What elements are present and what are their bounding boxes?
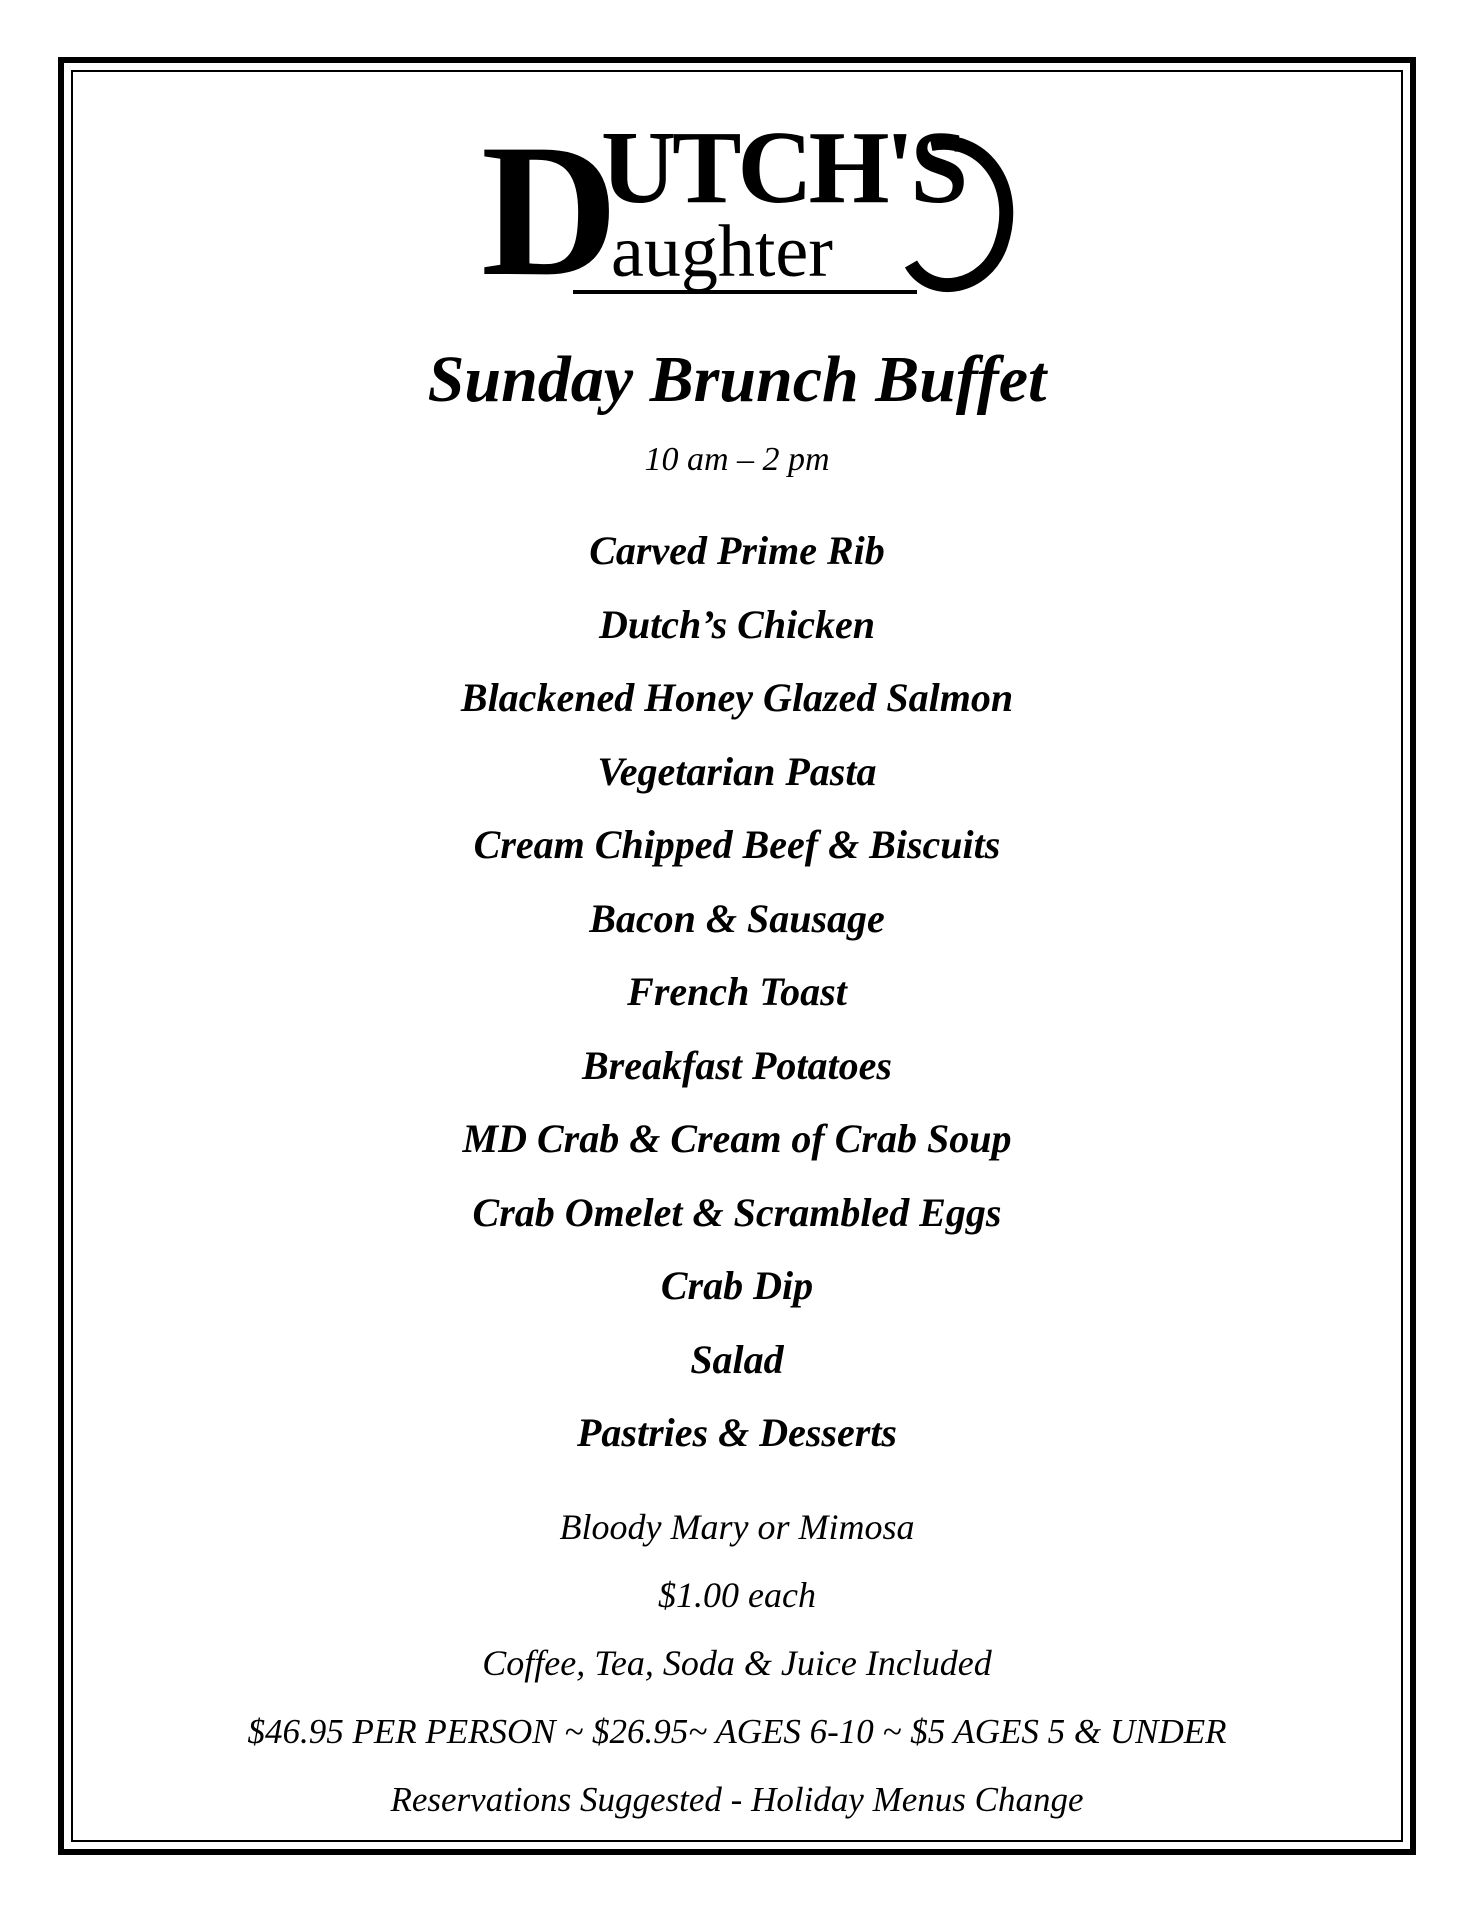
menu-item: Crab Omelet & Scrambled Eggs bbox=[472, 1189, 1002, 1235]
extras-section bbox=[71, 1493, 1403, 1697]
menu-item: Breakfast Potatoes bbox=[582, 1042, 892, 1088]
reservation-note: Reservations Suggested - Holiday Menus Change bbox=[390, 1780, 1084, 1819]
drink-offer: Bloody Mary or Mimosa bbox=[559, 1507, 915, 1547]
logo-top-word: UTCH'S bbox=[601, 110, 965, 225]
pricing-line: $46.95 PER PERSON ~ $26.95~ AGES 6-10 ~ $5 AGES 5 & UNDER bbox=[247, 1712, 1227, 1751]
menu-item: Pastries & Desserts bbox=[577, 1410, 897, 1455]
menu-item: Crab Dip bbox=[660, 1263, 814, 1308]
menu-item: Bacon & Sausage bbox=[589, 895, 885, 941]
brunch-hours: 10 am – 2 pm bbox=[644, 441, 830, 478]
dutchs-daughter-logo bbox=[461, 94, 1045, 324]
menu-item: Carved Prime Rib bbox=[589, 528, 885, 573]
menu-item: Salad bbox=[690, 1336, 784, 1382]
logo-initial: D bbox=[481, 106, 619, 316]
drink-price: $1.00 each bbox=[658, 1575, 816, 1615]
menu-item: MD Crab & Cream of Crab Soup bbox=[462, 1116, 1012, 1161]
menu-item: Blackened Honey Glazed Salmon bbox=[460, 675, 1014, 720]
page-title: Sunday Brunch Buffet bbox=[427, 343, 1047, 416]
menu-item: Dutch’s Chicken bbox=[599, 601, 875, 647]
included-beverages: Coffee, Tea, Soda & Juice Included bbox=[482, 1643, 992, 1683]
logo-bottom-word: aughter bbox=[611, 211, 833, 293]
menu-page bbox=[71, 70, 1403, 1842]
menu-item: Vegetarian Pasta bbox=[597, 748, 877, 794]
menu-item: French Toast bbox=[627, 969, 847, 1014]
menu-list bbox=[71, 514, 1403, 1470]
menu-item: Cream Chipped Beef & Biscuits bbox=[473, 822, 1001, 867]
